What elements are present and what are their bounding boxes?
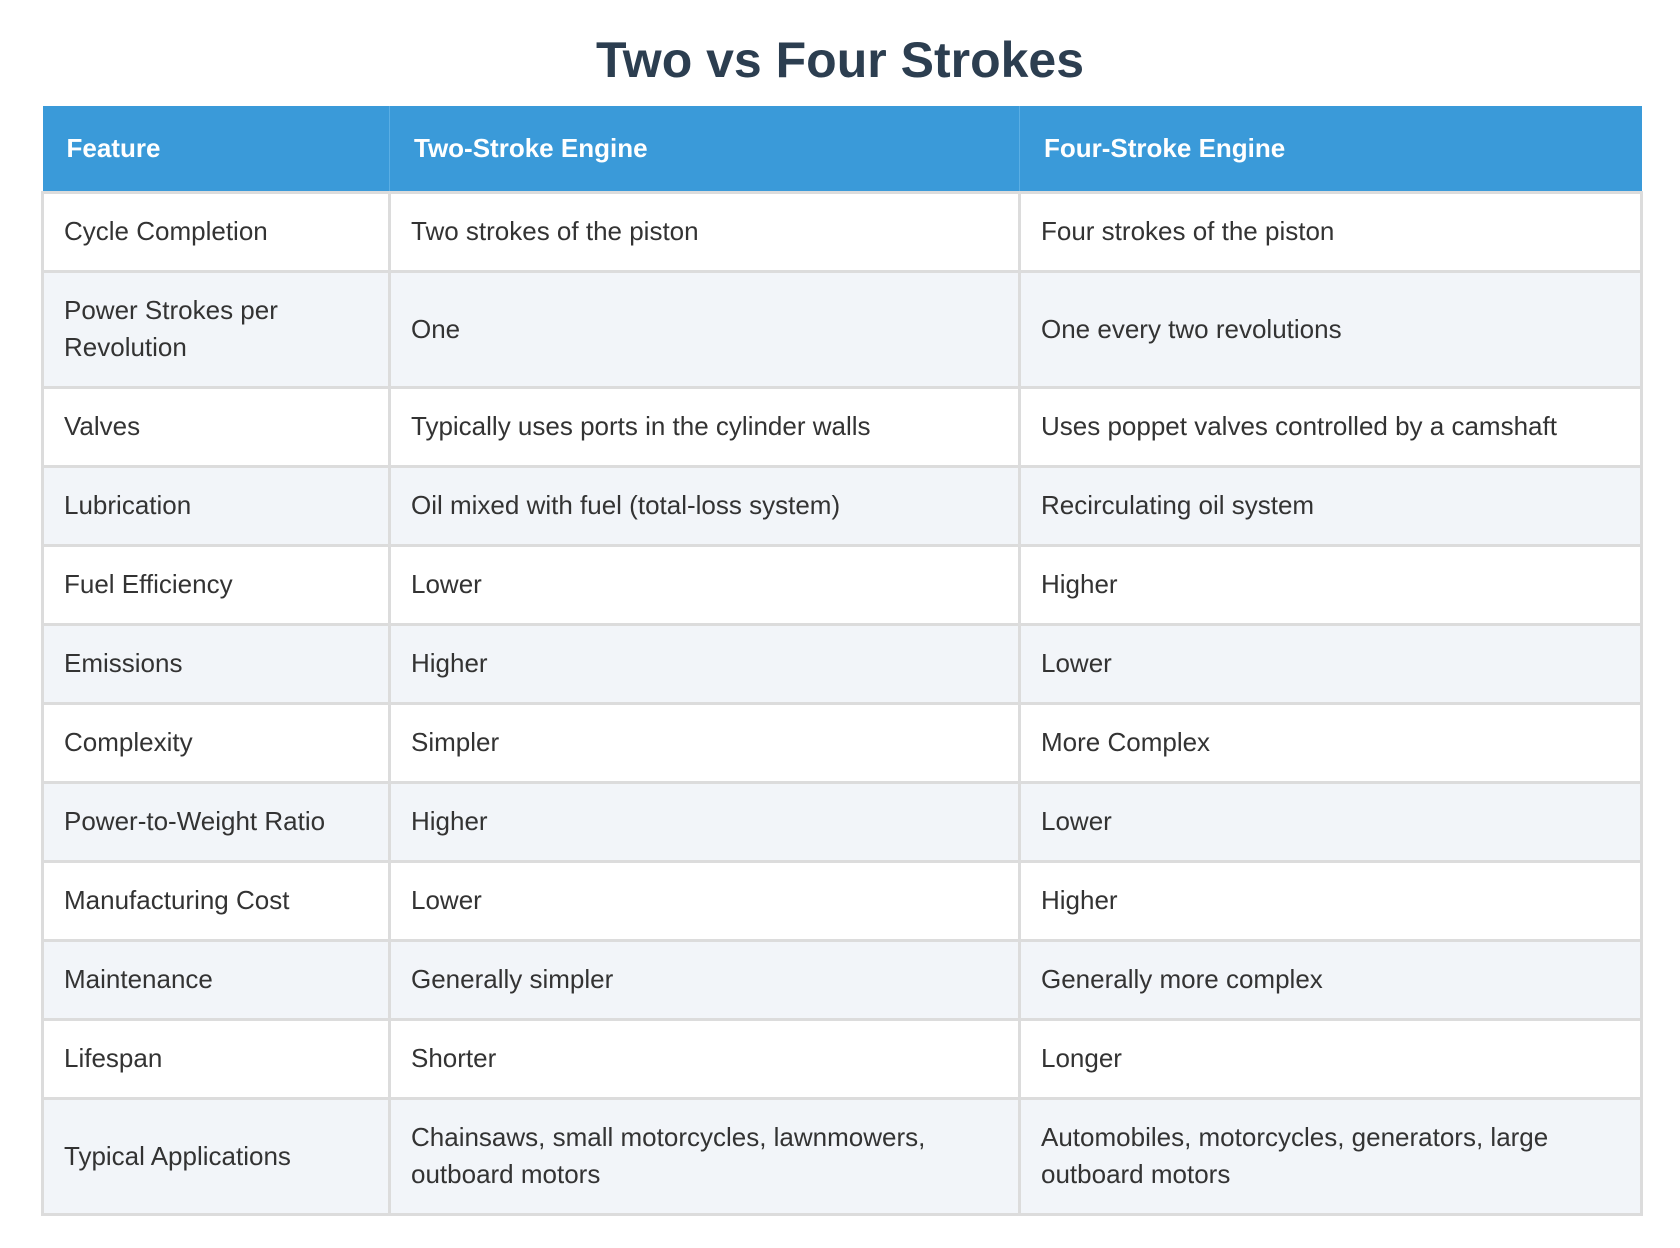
two-stroke-cell: Oil mixed with fuel (total-loss system) — [390, 466, 1020, 545]
four-stroke-cell: Lower — [1020, 624, 1642, 703]
two-stroke-cell: Shorter — [390, 1019, 1020, 1098]
feature-cell: Typical Applications — [43, 1098, 390, 1214]
two-stroke-cell: Simpler — [390, 703, 1020, 782]
feature-cell: Power-to-Weight Ratio — [43, 782, 390, 861]
two-stroke-cell: Lower — [390, 545, 1020, 624]
table-row — [43, 387, 1642, 466]
two-stroke-cell: Lower — [390, 861, 1020, 940]
table-row — [43, 861, 1642, 940]
comparison-table — [41, 106, 1643, 1216]
table-row — [43, 545, 1642, 624]
table-row — [43, 624, 1642, 703]
table-row — [43, 782, 1642, 861]
feature-cell: Emissions — [43, 624, 390, 703]
table-row — [43, 271, 1642, 387]
four-stroke-cell: Lower — [1020, 782, 1642, 861]
two-stroke-cell: Typically uses ports in the cylinder walls — [390, 387, 1020, 466]
table-header — [43, 106, 1642, 192]
feature-cell: Complexity — [43, 703, 390, 782]
table-body — [43, 192, 1642, 1214]
four-stroke-cell: Higher — [1020, 545, 1642, 624]
four-stroke-cell: Longer — [1020, 1019, 1642, 1098]
two-stroke-cell: Chainsaws, small motorcycles, lawnmowers, outboard motors — [390, 1098, 1020, 1214]
header-two-stroke: Two-Stroke Engine — [390, 106, 1020, 192]
two-stroke-cell: Higher — [390, 624, 1020, 703]
two-stroke-cell: Higher — [390, 782, 1020, 861]
feature-cell: Lifespan — [43, 1019, 390, 1098]
feature-cell: Power Strokes per Revolution — [43, 271, 390, 387]
four-stroke-cell: Automobiles, motorcycles, generators, large outboard motors — [1020, 1098, 1642, 1214]
header-feature: Feature — [43, 106, 390, 192]
page-title: Two vs Four Strokes — [595, 32, 1085, 88]
two-stroke-cell: One — [390, 271, 1020, 387]
feature-cell: Valves — [43, 387, 390, 466]
table-row — [43, 940, 1642, 1019]
four-stroke-cell: Generally more complex — [1020, 940, 1642, 1019]
four-stroke-cell: Recirculating oil system — [1020, 466, 1642, 545]
table-row — [43, 1019, 1642, 1098]
two-stroke-cell: Two strokes of the piston — [390, 192, 1020, 271]
feature-cell: Fuel Efficiency — [43, 545, 390, 624]
table-row — [43, 703, 1642, 782]
feature-cell: Manufacturing Cost — [43, 861, 390, 940]
four-stroke-cell: Four strokes of the piston — [1020, 192, 1642, 271]
header-four-stroke: Four-Stroke Engine — [1020, 106, 1642, 192]
four-stroke-cell: Higher — [1020, 861, 1642, 940]
table-row — [43, 466, 1642, 545]
two-stroke-cell: Generally simpler — [390, 940, 1020, 1019]
table-row — [43, 1098, 1642, 1214]
feature-cell: Lubrication — [43, 466, 390, 545]
feature-cell: Maintenance — [43, 940, 390, 1019]
header-row — [43, 106, 1642, 192]
four-stroke-cell: One every two revolutions — [1020, 271, 1642, 387]
feature-cell: Cycle Completion — [43, 192, 390, 271]
table-row — [43, 192, 1642, 271]
four-stroke-cell: Uses poppet valves controlled by a camshaft — [1020, 387, 1642, 466]
four-stroke-cell: More Complex — [1020, 703, 1642, 782]
